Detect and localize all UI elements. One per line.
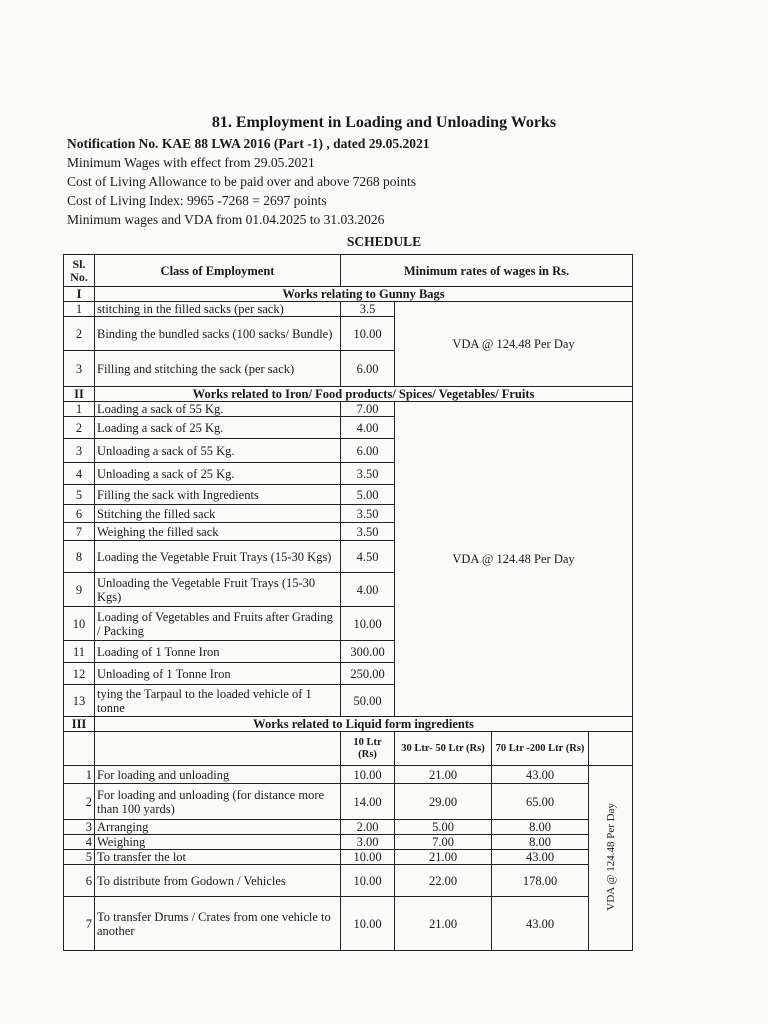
blank-cell bbox=[589, 732, 633, 766]
col-30-50ltr-header: 30 Ltr- 50 Ltr (Rs) bbox=[395, 732, 492, 766]
blank-cell bbox=[64, 732, 95, 766]
rate-30-50ltr: 5.00 bbox=[395, 820, 492, 835]
row-sl: 2 bbox=[64, 317, 95, 351]
row-desc: Weighing bbox=[95, 835, 341, 850]
rate-70-200ltr: 43.00 bbox=[492, 766, 589, 784]
row-rate: 3.50 bbox=[341, 505, 395, 523]
row-rate: 10.00 bbox=[341, 607, 395, 641]
row-sl: 12 bbox=[64, 663, 95, 685]
row-desc: Binding the bundled sacks (100 sacks/ Bundle) bbox=[95, 317, 341, 351]
rate-70-200ltr: 8.00 bbox=[492, 820, 589, 835]
row-sl: 6 bbox=[64, 865, 95, 897]
row-desc: To transfer the lot bbox=[95, 850, 341, 865]
notification-line: Notification No. KAE 88 LWA 2016 (Part -1) , dated 29.05.2021 bbox=[67, 136, 430, 151]
rate-10ltr: 10.00 bbox=[341, 766, 395, 784]
row-rate: 4.50 bbox=[341, 541, 395, 573]
rate-70-200ltr: 43.00 bbox=[492, 897, 589, 951]
row-desc: Loading a sack of 55 Kg. bbox=[95, 402, 341, 417]
row-rate: 250.00 bbox=[341, 663, 395, 685]
row-sl: 2 bbox=[64, 417, 95, 439]
row-sl: 1 bbox=[64, 302, 95, 317]
row-desc: Loading of Vegetables and Fruits after Grading / Packing bbox=[95, 607, 341, 641]
row-sl: 3 bbox=[64, 351, 95, 387]
page-title: 81. Employment in Loading and Unloading Works bbox=[211, 114, 557, 131]
section-title: Works related to Liquid form ingredients bbox=[95, 717, 633, 732]
col-class-header: Class of Employment bbox=[95, 255, 341, 287]
row-sl: 5 bbox=[64, 850, 95, 865]
table-row bbox=[64, 850, 633, 865]
section-number: III bbox=[64, 717, 95, 732]
row-sl: 4 bbox=[64, 835, 95, 850]
row-rate: 3.5 bbox=[341, 302, 395, 317]
rate-30-50ltr: 22.00 bbox=[395, 865, 492, 897]
row-desc: Weighing the filled sack bbox=[95, 523, 341, 541]
rate-70-200ltr: 65.00 bbox=[492, 784, 589, 820]
col-rates-header: Minimum rates of wages in Rs. bbox=[341, 255, 633, 287]
table-header-row bbox=[64, 255, 633, 287]
min-wages-line: Minimum Wages with effect from 29.05.2021 bbox=[67, 155, 315, 170]
rate-10ltr: 14.00 bbox=[341, 784, 395, 820]
row-desc: Loading the Vegetable Fruit Trays (15-30 Kgs) bbox=[95, 541, 341, 573]
row-desc: Arranging bbox=[95, 820, 341, 835]
wage-table bbox=[63, 254, 633, 951]
table-row bbox=[64, 784, 633, 820]
rate-10ltr: 10.00 bbox=[341, 897, 395, 951]
row-desc: stitching in the filled sacks (per sack) bbox=[95, 302, 341, 317]
row-sl: 11 bbox=[64, 641, 95, 663]
vda-note: VDA @ 124.48 Per Day bbox=[395, 302, 633, 387]
table-row bbox=[64, 820, 633, 835]
row-desc: tying the Tarpaul to the loaded vehicle of 1 tonne bbox=[95, 685, 341, 717]
rate-70-200ltr: 178.00 bbox=[492, 865, 589, 897]
section-number: I bbox=[64, 287, 95, 302]
rate-10ltr: 10.00 bbox=[341, 850, 395, 865]
rate-70-200ltr: 43.00 bbox=[492, 850, 589, 865]
rate-30-50ltr: 29.00 bbox=[395, 784, 492, 820]
row-desc: Unloading of 1 Tonne Iron bbox=[95, 663, 341, 685]
row-desc: Unloading the Vegetable Fruit Trays (15-30 Kgs) bbox=[95, 573, 341, 607]
rate-30-50ltr: 21.00 bbox=[395, 850, 492, 865]
vda-vertical-cell bbox=[589, 766, 633, 951]
row-rate: 4.00 bbox=[341, 417, 395, 439]
rate-70-200ltr: 8.00 bbox=[492, 835, 589, 850]
section-header-row bbox=[64, 387, 633, 402]
section-number: II bbox=[64, 387, 95, 402]
row-rate: 5.00 bbox=[341, 485, 395, 505]
row-rate: 7.00 bbox=[341, 402, 395, 417]
col-sl-header: Sl. No. bbox=[64, 255, 95, 287]
row-sl: 13 bbox=[64, 685, 95, 717]
table-row bbox=[64, 897, 633, 951]
row-rate: 4.00 bbox=[341, 573, 395, 607]
row-sl: 6 bbox=[64, 505, 95, 523]
row-desc: Filling the sack with Ingredients bbox=[95, 485, 341, 505]
col-10ltr-header: 10 Ltr (Rs) bbox=[341, 732, 395, 766]
row-sl: 7 bbox=[64, 897, 95, 951]
col-70-200ltr-header: 70 Ltr -200 Ltr (Rs) bbox=[492, 732, 589, 766]
vda-period-line: Minimum wages and VDA from 01.04.2025 to 31.03.2026 bbox=[67, 212, 385, 227]
row-rate: 3.50 bbox=[341, 523, 395, 541]
row-sl: 2 bbox=[64, 784, 95, 820]
row-rate: 6.00 bbox=[341, 351, 395, 387]
row-desc: For loading and unloading bbox=[95, 766, 341, 784]
blank-cell bbox=[95, 732, 341, 766]
row-sl: 7 bbox=[64, 523, 95, 541]
vda-note: VDA @ 124.48 Per Day bbox=[604, 802, 617, 911]
row-desc: Loading a sack of 25 Kg. bbox=[95, 417, 341, 439]
schedule-label: SCHEDULE bbox=[346, 234, 422, 249]
index-line: Cost of Living Index: 9965 -7268 = 2697 points bbox=[67, 193, 327, 208]
row-sl: 4 bbox=[64, 463, 95, 485]
section-title: Works related to Iron/ Food products/ Spices/ Vegetables/ Fruits bbox=[95, 387, 633, 402]
table-row bbox=[64, 865, 633, 897]
row-desc: To distribute from Godown / Vehicles bbox=[95, 865, 341, 897]
section-title: Works relating to Gunny Bags bbox=[95, 287, 633, 302]
row-sl: 5 bbox=[64, 485, 95, 505]
cola-line: Cost of Living Allowance to be paid over and above 7268 points bbox=[67, 174, 417, 189]
row-rate: 10.00 bbox=[341, 317, 395, 351]
row-desc: Loading of 1 Tonne Iron bbox=[95, 641, 341, 663]
row-sl: 8 bbox=[64, 541, 95, 573]
row-rate: 3.50 bbox=[341, 463, 395, 485]
row-sl: 1 bbox=[64, 402, 95, 417]
row-sl: 3 bbox=[64, 820, 95, 835]
row-rate: 50.00 bbox=[341, 685, 395, 717]
row-desc: To transfer Drums / Crates from one vehicle to another bbox=[95, 897, 341, 951]
row-rate: 6.00 bbox=[341, 439, 395, 463]
row-sl: 9 bbox=[64, 573, 95, 607]
section-header-row bbox=[64, 717, 633, 732]
row-desc: Filling and stitching the sack (per sack) bbox=[95, 351, 341, 387]
rate-10ltr: 3.00 bbox=[341, 835, 395, 850]
vda-note: VDA @ 124.48 Per Day bbox=[395, 402, 633, 717]
section-header-row bbox=[64, 287, 633, 302]
row-desc: Unloading a sack of 25 Kg. bbox=[95, 463, 341, 485]
rate-10ltr: 10.00 bbox=[341, 865, 395, 897]
row-sl: 1 bbox=[64, 766, 95, 784]
row-desc: Stitching the filled sack bbox=[95, 505, 341, 523]
rate-30-50ltr: 21.00 bbox=[395, 766, 492, 784]
table-row bbox=[64, 835, 633, 850]
rate-30-50ltr: 7.00 bbox=[395, 835, 492, 850]
rate-30-50ltr: 21.00 bbox=[395, 897, 492, 951]
rate-10ltr: 2.00 bbox=[341, 820, 395, 835]
table-row bbox=[64, 766, 633, 784]
row-desc: Unloading a sack of 55 Kg. bbox=[95, 439, 341, 463]
table-row bbox=[64, 302, 633, 317]
liquid-subheader-row bbox=[64, 732, 633, 766]
table-row bbox=[64, 402, 633, 417]
row-sl: 10 bbox=[64, 607, 95, 641]
row-rate: 300.00 bbox=[341, 641, 395, 663]
row-desc: For loading and unloading (for distance more than 100 yards) bbox=[95, 784, 341, 820]
row-sl: 3 bbox=[64, 439, 95, 463]
